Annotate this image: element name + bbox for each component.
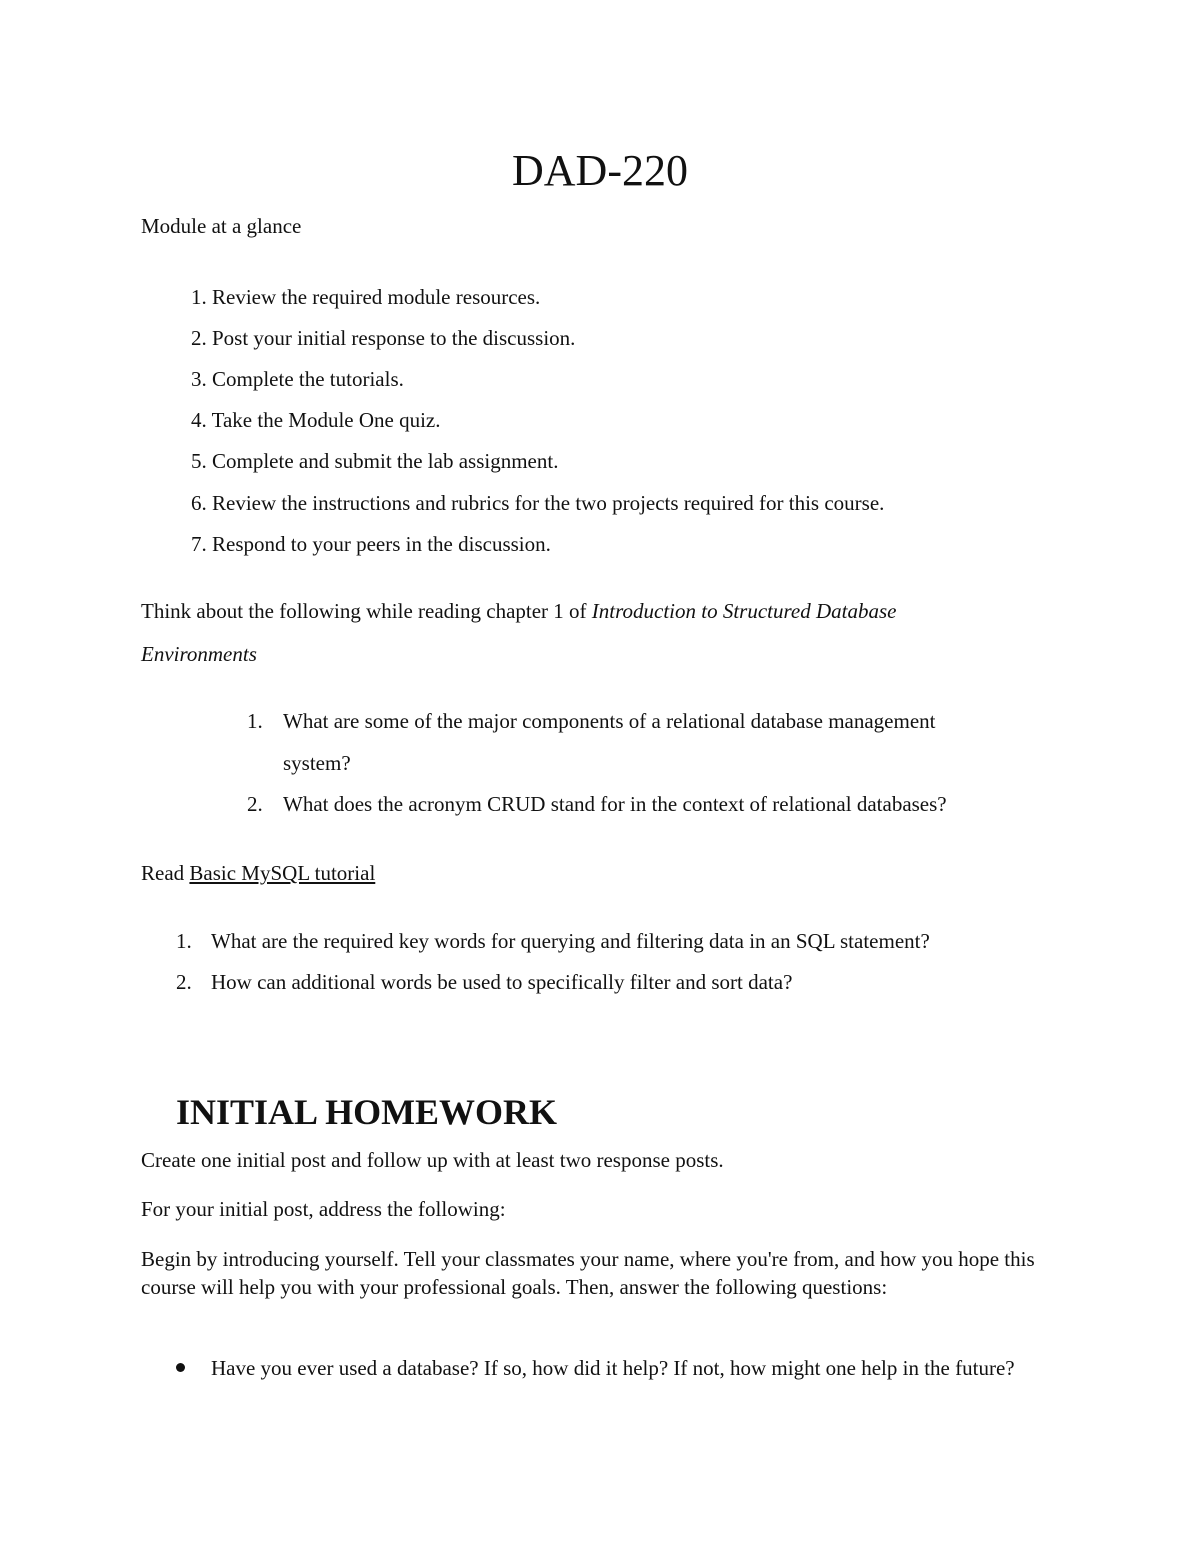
list-item-number: 5. [191, 449, 207, 473]
reading-instruction [141, 598, 896, 624]
list-item-text: What does the acronym CRUD stand for in the context of relational databases? [283, 792, 947, 816]
list-item-number: 2. [176, 970, 192, 994]
list-item-text: Review the required module resources. [212, 285, 541, 309]
list-item [191, 325, 575, 351]
list-item-text: How can additional words be used to specifically filter and sort data? [211, 970, 793, 994]
list-item-number: 2. [247, 792, 263, 816]
book-title-continued: Environments [141, 642, 257, 666]
list-item-number: 3. [191, 367, 207, 391]
list-item-number: 4. [191, 408, 207, 432]
list-item [247, 783, 1047, 825]
list-item [191, 407, 441, 433]
list-item-number: 1. [191, 285, 207, 309]
tutorial-prefix: Read [141, 861, 190, 885]
tutorial-instruction [141, 860, 375, 886]
list-item-number: 1. [176, 929, 192, 953]
list-item-text: Review the instructions and rubrics for the two projects required for this course. [212, 491, 885, 515]
list-item-text: Take the Module One quiz. [211, 408, 441, 432]
list-item [191, 284, 540, 310]
homework-paragraph-3: Begin by introducing yourself. Tell your classmates your name, where you're from, and how you hope this course will help you with your professional goals. Then, answer the following questions: [141, 1247, 1035, 1299]
homework-heading: INITIAL HOMEWORK [176, 1092, 558, 1132]
list-item-text-continued: system? [283, 751, 351, 775]
list-item [191, 490, 884, 516]
list-item-text: What are the required key words for querying and filtering data in an SQL statement? [211, 929, 930, 953]
list-item [176, 920, 1056, 962]
reading-prefix: Think about the following while reading chapter 1 of [141, 599, 592, 623]
homework-paragraph-1: Create one initial post and follow up with at least two response posts. [141, 1148, 724, 1172]
list-item-text: What are some of the major components of a relational database management [283, 709, 936, 733]
list-item-text: Complete the tutorials. [212, 367, 404, 391]
list-item [176, 961, 1056, 1003]
list-item [191, 448, 558, 474]
list-item-number: 7. [191, 532, 207, 556]
list-item-text: Respond to your peers in the discussion. [212, 532, 551, 556]
list-item [247, 700, 1047, 784]
list-item-number: 2. [191, 326, 207, 350]
module-intro: Module at a glance [141, 214, 302, 238]
list-item [191, 366, 404, 392]
list-item-number: 1. [247, 709, 263, 733]
list-item-text: Post your initial response to the discussion. [212, 326, 576, 350]
book-title: Introduction to Structured Database [591, 599, 897, 623]
list-item-number: 6. [191, 491, 207, 515]
document-title: DAD-220 [512, 146, 688, 195]
list-item [191, 531, 551, 557]
tutorial-link[interactable]: Basic MySQL tutorial [189, 861, 376, 885]
list-item: Have you ever used a database? If so, how did it help? If not, how might one help in the future? [211, 1356, 1015, 1380]
bullet-icon [176, 1363, 185, 1372]
homework-paragraph-2: For your initial post, address the following: [141, 1197, 506, 1221]
list-item-text: Complete and submit the lab assignment. [212, 449, 559, 473]
